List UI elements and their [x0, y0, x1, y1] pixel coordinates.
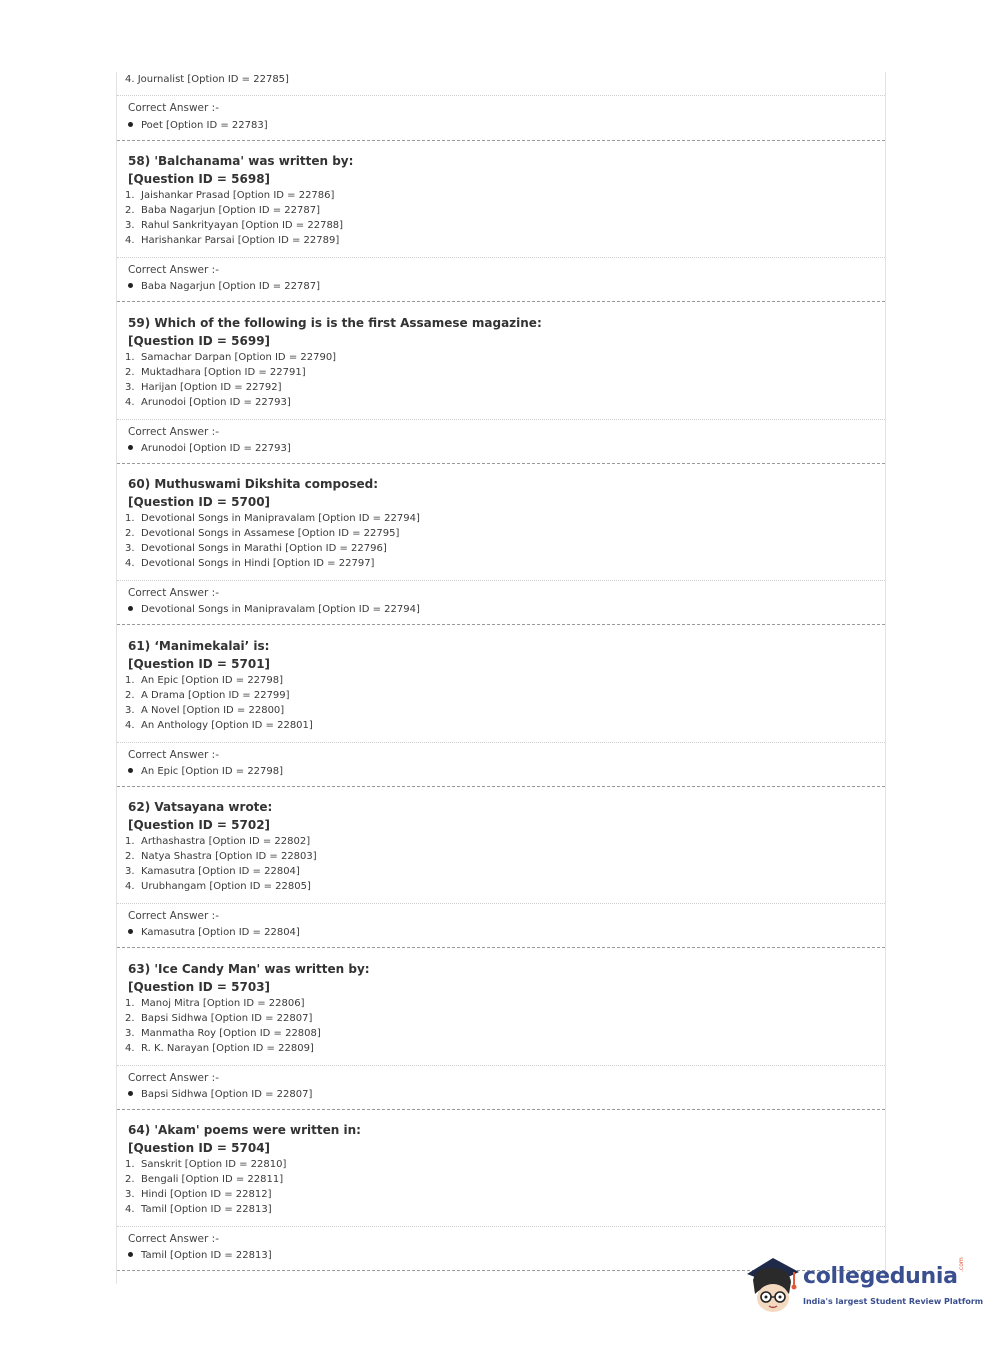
question-divider [117, 301, 885, 302]
bullet-icon [128, 929, 133, 934]
divider [117, 1226, 885, 1227]
option-item [125, 998, 304, 1009]
option-item [125, 1189, 272, 1200]
correct-answer-text: Bapsi Sidhwa [Option ID = 22807] [141, 1089, 313, 1100]
option-text: Rahul Sankrityayan [Option ID = 22788] [141, 220, 344, 231]
question-divider [117, 624, 885, 625]
option-text: Harijan [Option ID = 22792] [141, 382, 282, 393]
option-number: 1. [125, 675, 135, 686]
correct-answer-label: Correct Answer :- [128, 1072, 219, 1084]
option-item [125, 851, 317, 862]
option-number: 2. [125, 367, 135, 378]
option-item [125, 1174, 283, 1185]
option-item [125, 866, 300, 877]
divider [117, 903, 885, 904]
option-number: 1. [125, 998, 135, 1009]
option-text: Devotional Songs in Hindi [Option ID = 22797] [141, 558, 375, 569]
correct-answer-text: Kamasutra [Option ID = 22804] [141, 927, 300, 938]
question-title: 63) 'Ice Candy Man' was written by: [128, 962, 370, 976]
option-text: Urubhangam [Option ID = 22805] [141, 881, 311, 892]
option-item [125, 205, 320, 216]
option-number: 4. [125, 720, 135, 731]
option-number: 4. [125, 397, 135, 408]
correct-answer [128, 1250, 272, 1261]
correct-answer-text: Tamil [Option ID = 22813] [141, 1250, 272, 1261]
question-id: [Question ID = 5698] [128, 172, 271, 186]
option-number: 2. [125, 690, 135, 701]
question-divider [117, 786, 885, 787]
question-title: 62) Vatsayana wrote: [128, 800, 273, 814]
correct-answer-label: Correct Answer :- [128, 1233, 219, 1245]
option-text: Bengali [Option ID = 22811] [141, 1174, 284, 1185]
option-item [125, 1013, 312, 1024]
option-item [125, 382, 282, 393]
option-number: 1. [125, 1159, 135, 1170]
correct-answer [128, 766, 283, 777]
option-number: 3. [125, 220, 135, 231]
option-number: 3. [125, 1028, 135, 1039]
bullet-icon [128, 606, 133, 611]
option-number: 4. [125, 1204, 135, 1215]
bullet-icon [128, 122, 133, 127]
option-number: 2. [125, 205, 135, 216]
option-item [125, 543, 387, 554]
question-title: 59) Which of the following is is the first Assamese magazine: [128, 316, 542, 330]
option-text: An Anthology [Option ID = 22801] [141, 720, 313, 731]
bullet-icon [128, 1252, 133, 1257]
option-item [125, 235, 339, 246]
option-number: 1. [125, 190, 135, 201]
option-number: 3. [125, 1189, 135, 1200]
option-text: Tamil [Option ID = 22813] [141, 1204, 272, 1215]
question-id: [Question ID = 5700] [128, 495, 271, 509]
option-item [125, 836, 310, 847]
option-number: 2. [125, 851, 135, 862]
question-divider [117, 140, 885, 141]
option-number: 4. [125, 881, 135, 892]
question-id: [Question ID = 5702] [128, 818, 271, 832]
correct-answer-text: An Epic [Option ID = 22798] [141, 766, 284, 777]
option-text: Devotional Songs in Assamese [Option ID = 22795] [141, 528, 400, 539]
correct-answer [128, 927, 300, 938]
option-text: Bapsi Sidhwa [Option ID = 22807] [141, 1013, 313, 1024]
option-item [125, 881, 311, 892]
option-text: Devotional Songs in Manipravalam [Option ID = 22794] [141, 513, 420, 524]
logo-wordmark: collegedunia [803, 1264, 958, 1289]
divider [117, 257, 885, 258]
correct-answer [128, 281, 320, 292]
option-text: R. K. Narayan [Option ID = 22809] [141, 1043, 314, 1054]
question-id: [Question ID = 5704] [128, 1141, 271, 1155]
question-divider [117, 947, 885, 948]
option-text: Hindi [Option ID = 22812] [141, 1189, 272, 1200]
correct-answer-label: Correct Answer :- [128, 749, 219, 761]
option-text: A Novel [Option ID = 22800] [141, 705, 285, 716]
option-text: Manoj Mitra [Option ID = 22806] [141, 998, 305, 1009]
bullet-icon [128, 768, 133, 773]
option-text: Devotional Songs in Marathi [Option ID = 22796] [141, 543, 387, 554]
correct-answer-label: Correct Answer :- [128, 910, 219, 922]
option-number: 3. [125, 543, 135, 554]
collegedunia-logo [743, 1250, 984, 1320]
divider [117, 95, 885, 96]
option-item [125, 220, 343, 231]
option-item [125, 1043, 314, 1054]
option-text: Muktadhara [Option ID = 22791] [141, 367, 306, 378]
question-title: 61) ‘Manimekalai’ is: [128, 639, 270, 653]
question-title: 58) 'Balchanama' was written by: [128, 154, 354, 168]
option-text: Natya Shastra [Option ID = 22803] [141, 851, 317, 862]
option-number: 1. [125, 513, 135, 524]
bullet-icon [128, 283, 133, 288]
option-item [125, 1204, 272, 1215]
bullet-icon [128, 445, 133, 450]
question-id: [Question ID = 5703] [128, 980, 271, 994]
option-item [125, 675, 283, 686]
option-text: Arthashastra [Option ID = 22802] [141, 836, 311, 847]
divider [117, 580, 885, 581]
option-number: 2. [125, 1013, 135, 1024]
bullet-icon [128, 1091, 133, 1096]
divider [117, 419, 885, 420]
question-divider [117, 463, 885, 464]
logo-tagline: India's largest Student Review Platform [803, 1297, 984, 1306]
option-item [125, 1159, 286, 1170]
option-text: Manmatha Roy [Option ID = 22808] [141, 1028, 321, 1039]
option-item: 4. Journalist [Option ID = 22785] [125, 74, 289, 85]
mascot-icon [743, 1250, 803, 1320]
option-item [125, 513, 420, 524]
option-number: 2. [125, 1174, 135, 1185]
question-divider [117, 1109, 885, 1110]
divider [117, 742, 885, 743]
option-number: 1. [125, 352, 135, 363]
question-title: 60) Muthuswami Dikshita composed: [128, 477, 379, 491]
option-number: 4. [125, 235, 135, 246]
option-text: Samachar Darpan [Option ID = 22790] [141, 352, 337, 363]
correct-answer-text: Baba Nagarjun [Option ID = 22787] [141, 281, 321, 292]
correct-answer-label: Correct Answer :- [128, 587, 219, 599]
question-paper [116, 72, 886, 1284]
option-item [125, 397, 291, 408]
option-number: 3. [125, 866, 135, 877]
option-text: Baba Nagarjun [Option ID = 22787] [141, 205, 321, 216]
correct-answer [128, 604, 420, 615]
option-text: Jaishankar Prasad [Option ID = 22786] [141, 190, 335, 201]
option-number: 4. [125, 1043, 135, 1054]
option-number: 3. [125, 705, 135, 716]
option-text: A Drama [Option ID = 22799] [141, 690, 290, 701]
option-number: 4. [125, 558, 135, 569]
correct-answer [128, 1089, 312, 1100]
option-number: 2. [125, 528, 135, 539]
correct-answer-text: Arunodoi [Option ID = 22793] [141, 443, 291, 454]
option-text: Arunodoi [Option ID = 22793] [141, 397, 291, 408]
option-item [125, 705, 284, 716]
option-text: An Epic [Option ID = 22798] [141, 675, 284, 686]
option-item [125, 190, 334, 201]
option-text: Kamasutra [Option ID = 22804] [141, 866, 300, 877]
correct-answer: Poet [Option ID = 22783] [128, 120, 268, 131]
correct-answer [128, 443, 291, 454]
option-item [125, 558, 374, 569]
option-item [125, 352, 336, 363]
question-id: [Question ID = 5701] [128, 657, 271, 671]
divider [117, 1065, 885, 1066]
option-item [125, 367, 306, 378]
correct-answer-label: Correct Answer :- [128, 426, 219, 438]
option-item [125, 528, 399, 539]
option-number: 3. [125, 382, 135, 393]
option-text: Sanskrit [Option ID = 22810] [141, 1159, 287, 1170]
question-id: [Question ID = 5699] [128, 334, 271, 348]
option-text: Harishankar Parsai [Option ID = 22789] [141, 235, 340, 246]
option-number: 1. [125, 836, 135, 847]
correct-answer-label: Correct Answer :- [128, 264, 219, 276]
correct-answer-text: Devotional Songs in Manipravalam [Option ID = 22794] [141, 604, 420, 615]
logo-dotcom: .com [958, 1257, 965, 1272]
option-item [125, 690, 290, 701]
option-item [125, 1028, 321, 1039]
question-title: 64) 'Akam' poems were written in: [128, 1123, 361, 1137]
option-item [125, 720, 313, 731]
correct-answer-label: Correct Answer :- [128, 102, 219, 114]
